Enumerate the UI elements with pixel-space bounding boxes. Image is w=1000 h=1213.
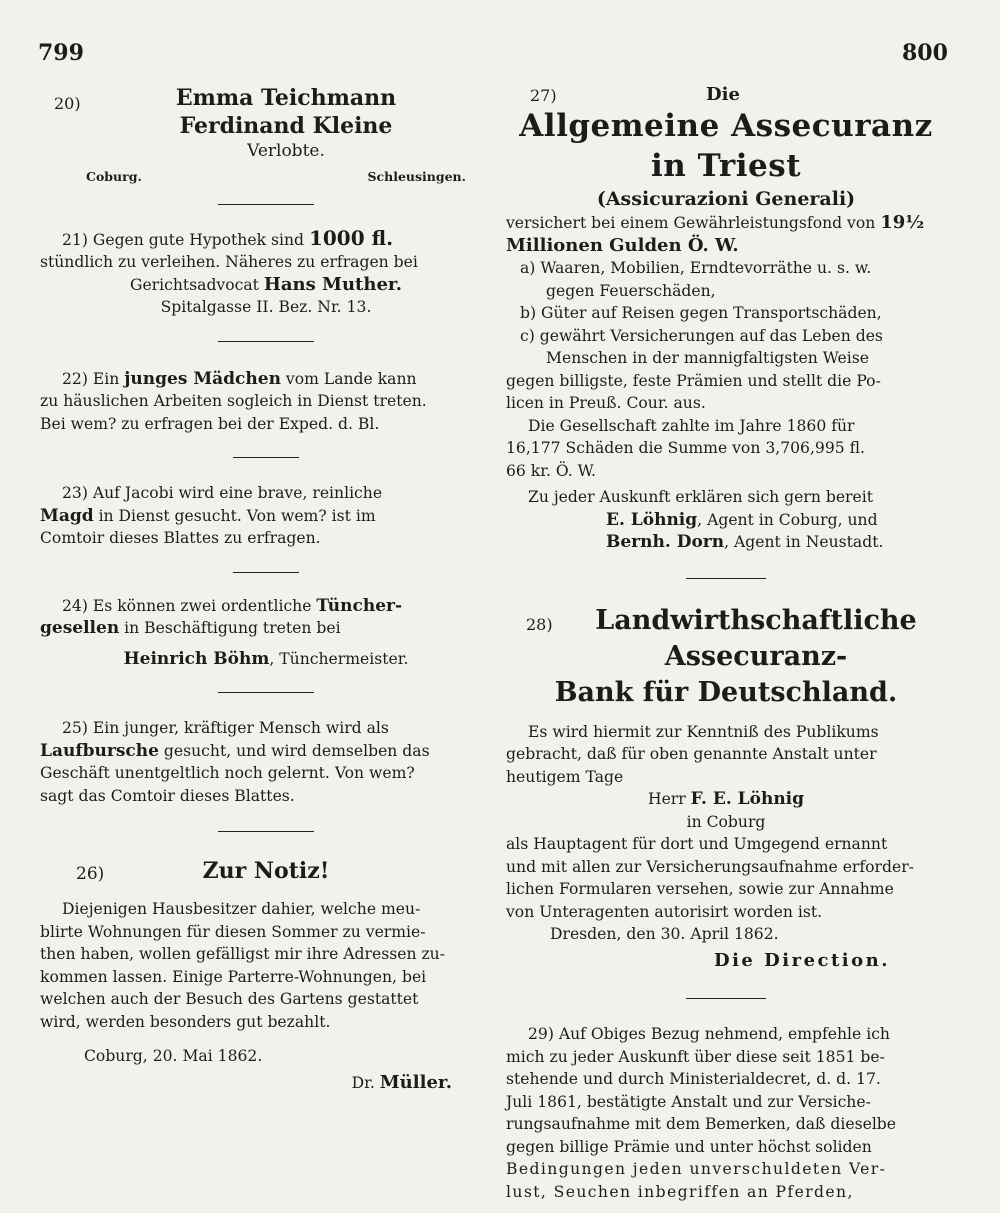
separator-rule [218,831,314,832]
ad27-text: , Agent in Neustadt. [724,533,884,551]
separator-rule [233,572,299,573]
page-number-right: 800 [902,40,948,66]
ad-22-girl [40,368,492,436]
separator-rule [218,692,314,693]
ad-29-agent-offer [506,1023,946,1203]
ad28-text: von Unteragenten autorisirt worden ist. [506,902,823,921]
ad27-claims: 66 kr. Ö. W. [506,461,596,480]
ad22-text: vom Lande kann [280,369,417,388]
ad27-claims: 16,177 Schäden die Summe von 3,706,995 fl. [506,439,865,457]
ad29-text: stehende und durch Ministerialdecret, d. d. 17. [506,1070,881,1088]
ad-24-journeymen [40,595,492,671]
ad22-line3: Bei wem? zu erfragen bei der Exped. d. Bl. [40,414,380,433]
ad27-claims: Die Gesellschaft zahlte im Jahre 1860 für [528,416,855,435]
ad27-amount: 19½ [880,212,925,233]
ad21-text: 21) Gegen gute Hypothek sind [62,230,309,249]
bride-name: Emma Teichmann [175,85,397,111]
ad26-line2: blirte Wohnungen für diesen Sommer zu vermie- [40,922,426,941]
ad-20-engagement [40,84,492,184]
ad26-line6: wird, werden besonders gut bezahlt. [40,1012,331,1031]
place-left: Coburg. [86,168,142,184]
ad24-highlight: Tüncher- [316,595,403,616]
ad21-line2: stündlich zu verleihen. Näheres zu erfragen bei [40,253,418,271]
ad25-highlight: Laufbursche [40,740,159,761]
ad-number: 27) [530,86,557,105]
ad22-text: 22) Ein [62,369,125,388]
ad27-item-c-cont: licen in Preuß. Cour. aus. [506,394,706,412]
ad28-date: Dresden, den 30. April 1862. [550,925,779,943]
ad26-signature: Müller. [379,1071,452,1093]
ad-28-agricultural-bank [506,603,946,973]
ad27-agent-1: E. Löhnig [606,509,698,530]
ad29-text: 29) Auf Obiges Bezug nehmend, empfehle ich [528,1025,890,1043]
ad21-line3: Gerichtsadvocat [129,275,264,294]
ad-number: 20) [54,94,81,113]
ad28-signature: Die Direction. [713,949,890,971]
ad28-text: Es wird hiermit zur Kenntniß des Publikums [528,722,879,741]
separator-rule [686,998,766,999]
ad29-text: Bedingungen jeden unverschuldeten Ver- [506,1160,887,1178]
ad28-title: Bank für Deutschland. [554,676,898,708]
ad24-text: , Tünchermeister. [269,649,409,668]
ad27-item-a-cont: gegen Feuerschäden, [546,281,716,300]
ad-number: 28) [526,614,553,634]
ad27-title: Allgemeine Assecuranz in Triest [519,108,933,184]
ad29-text: rungsaufnahme mit dem Bemerken, daß dieselbe [506,1115,897,1133]
ad23-highlight: Magd [40,505,94,526]
ad-27-insurance-triest [506,84,946,554]
ad22-line2: zu häuslichen Arbeiten sogleich in Dienst treten. [40,392,427,410]
notice-title: Zur Notiz! [202,858,330,884]
ad29-text: lust, Seuchen inbegriffen an Pferden, [506,1182,854,1201]
ad27-millions: Millionen Gulden Ö. W. [506,234,739,256]
page-number-left: 799 [38,40,84,66]
ad-number: 26) [76,864,105,884]
ad-21-mortgage [40,227,492,319]
place-right: Schleusingen. [367,168,466,184]
ad24-highlight: gesellen [40,618,120,638]
ad24-text: in Beschäftigung treten bei [119,619,341,637]
ad27-item-a: a) Waaren, Mobilien, Erndtevorräthe u. s. w. [520,259,872,277]
ad24-text: 24) Es können zwei ordentliche [62,596,317,615]
ad25-text: gesucht, und wird demselben das [158,741,430,760]
ad28-text: und mit allen zur Versicherungsaufnahme erforder- [506,857,914,876]
left-column [40,84,492,1094]
engagement-status: Verlobte. [247,141,325,161]
separator-rule [686,578,766,579]
ad27-agent-2: Bernh. Dorn [606,532,725,552]
ad27-contact: Zu jeder Auskunft erklären sich gern bereit [528,488,873,506]
ad27-item-c-cont: Menschen in der mannigfaltigsten Weise [546,349,869,367]
ad26-date: Coburg, 20. Mai 1862. [84,1047,263,1065]
places-row [40,169,492,184]
ad-25-errand-boy [40,717,492,807]
separator-rule [233,457,299,458]
ad21-address: Spitalgasse II. Bez. Nr. 13. [160,298,372,316]
ad23-text: in Dienst gesucht. Von wem? ist im [93,506,376,525]
ad22-highlight: junges Mädchen [124,368,281,389]
ad25-line1: 25) Ein junger, kräftiger Mensch wird als [62,719,389,737]
ad28-place: in Coburg [686,812,766,831]
ad23-line3: Comtoir dieses Blattes zu erfragen. [40,529,321,547]
ad25-line4: sagt das Comtoir dieses Blattes. [40,786,295,805]
right-column [506,84,946,1203]
ad28-text: heutigem Tage [506,767,624,786]
ad28-text: lichen Formularen versehen, sowie zur Annahme [506,880,894,898]
ad26-line1: Diejenigen Hausbesitzer dahier, welche meu- [62,900,421,918]
ad26-line5: welchen auch der Besuch des Gartens gestattet [40,990,419,1008]
ad21-amount: 1000 fl. [308,225,394,250]
ad27-die: Die [706,84,740,105]
ad27-item-c: c) gewährt Versicherungen auf das Leben des [520,326,883,345]
ad27-subtitle: (Assicurazioni Generali) [596,188,856,210]
ad29-text: mich zu jeder Auskunft über diese seit 1851 be- [506,1047,885,1066]
ad-26-notice [40,858,492,1094]
ad27-item-c-cont: gegen billigste, feste Prämien und stellt die Po- [506,371,881,390]
ad24-name: Heinrich Böhm [123,648,270,669]
ad29-text: Juli 1861, bestätigte Anstalt und zur Versiche- [506,1092,871,1111]
ad29-text: gegen billige Prämie und unter höchst soliden [506,1137,872,1156]
ad27-item-b: b) Güter auf Reisen gegen Transportschäden, [520,304,882,322]
ad28-agent: F. E. Löhnig [690,789,805,809]
ad26-sig-title: Dr. [351,1073,380,1092]
separator-rule [218,341,314,342]
ad28-title: Landwirthschaftliche Assecuranz- [595,604,917,672]
separator-rule [218,204,314,205]
groom-name: Ferdinand Kleine [179,113,393,139]
ad27-text: versichert bei einem Gewährleistungsfond von [506,214,881,232]
ad23-line1: 23) Auf Jacobi wird eine brave, reinliche [62,484,383,502]
ad-23-maid [40,482,492,550]
ad26-line4: kommen lassen. Einige Parterre-Wohnungen, bei [40,967,427,986]
ad25-line3: Geschäft unentgeltlich noch gelernt. Von wem? [40,764,415,782]
ad28-text: als Hauptagent für dort und Umgegend ernannt [506,835,888,853]
ad27-text: , Agent in Coburg, und [697,510,878,529]
ad28-text: Herr [647,790,691,808]
ad28-text: gebracht, daß für oben genannte Anstalt unter [506,745,877,763]
ad26-line3: then haben, wollen gefälligst mir ihre Adressen zu- [40,945,445,963]
ad21-name: Hans Muther. [263,273,403,295]
